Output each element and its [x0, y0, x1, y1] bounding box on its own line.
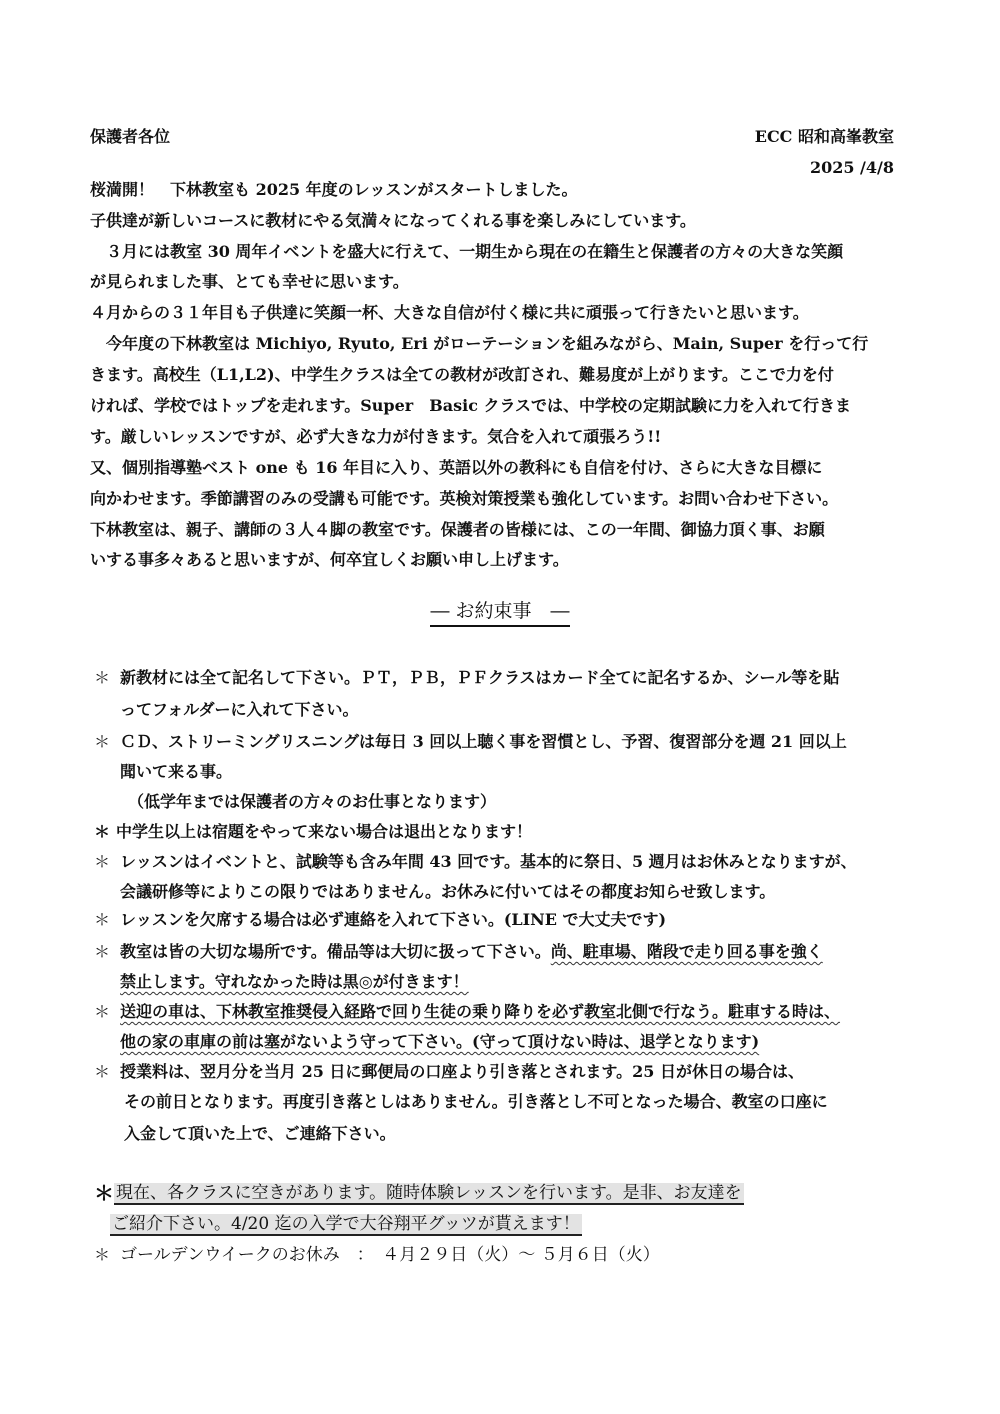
rule-line: 禁止します。守れなかった時は黒◎が付きます！	[120, 972, 469, 991]
bullet-icon: ＊	[94, 910, 111, 929]
bullet-icon: ＊	[94, 1002, 111, 1021]
rule-line: 教室は皆の大切な場所です。備品等は大切に扱って下さい。尚、駐車場、階段で走り回る事を強く	[120, 942, 823, 961]
bullet-icon: ＊	[94, 942, 111, 961]
date: 2025 /4/8	[809, 158, 894, 177]
intro-line: が見られました事、とても幸せに思います。	[90, 272, 409, 291]
notice-line: ゴールデンウイークのお休み ： ４月２９日（火）～ ５月６日（火）	[120, 1245, 660, 1265]
rule-line: 新教材には全て記名して下さい。ＰＴ，ＰＢ，ＰＦクラスはカード全てに記名するか、シール等を貼	[120, 668, 840, 687]
intro-line: 今年度の下林教室は Michiyo, Ryuto, Eri がローテーションを組みながら、Main, Super を行って行	[90, 334, 869, 353]
rule-line: 中学生以上は宿題をやって来ない場合は退出となります！	[116, 822, 533, 841]
rule-line: 会議研修等によりこの限りではありません。お休みに付いてはその都度お知らせ致します。	[120, 882, 776, 901]
intro-line: きます。高校生（L1,L2)、中学生クラスは全ての教材が改訂され、難易度が上がります。ここで力を付	[90, 365, 834, 384]
bullet-icon: ＊	[94, 1062, 111, 1081]
bullet-icon: ＊	[94, 668, 111, 687]
rule-line: 聞いて来る事。	[120, 762, 233, 781]
intro-line: 桜満開！ 下林教室も 2025 年度のレッスンがスタートしました。	[90, 180, 578, 199]
sender: ECC 昭和高峯教室	[754, 127, 894, 146]
bullet-icon: ＊	[94, 1245, 111, 1264]
intro-line: 下林教室は、親子、講師の３人４脚の教室です。保護者の皆様には、この一年間、御協力頂く事、お願	[90, 520, 825, 539]
notice-line: ご紹介下さい。4/20 迄の入学で大谷翔平グッツが貰えます！	[112, 1214, 580, 1234]
bullet-icon: ＊	[94, 852, 111, 871]
rule-line: （低学年までは保護者の方々のお仕事となります）	[128, 792, 497, 811]
notice-line: 現在、各クラスに空きがあります。随時体験レッスンを行います。是非、お友達を	[116, 1183, 742, 1203]
bullet-icon: ＊	[94, 732, 111, 751]
section-title: ― お約束事 ―	[0, 596, 1000, 623]
rule-line: レッスンを欠席する場合は必ず連絡を入れて下さい。(LINE で大丈夫です)	[120, 910, 667, 929]
rule-line: ってフォルダーに入れて下さい。	[120, 700, 359, 719]
rule-line: 入金して頂いた上で、ご連絡下さい。	[124, 1124, 396, 1143]
bullet-icon: ＊	[94, 1181, 114, 1205]
rule-line: その前日となります。再度引き落としはありません。引き落とし不可となった場合、教室の口座に	[124, 1092, 828, 1111]
rule-line: 他の家の車庫の前は塞がないよう守って下さい。(守って頂けない時は、退学となります)	[120, 1032, 760, 1051]
intro-line: す。厳しいレッスンですが、必ず大きな力が付きます。気合を入れて頑張ろう!!	[90, 427, 662, 446]
intro-line: 向かわせます。季節講習のみの受講も可能です。英検対策授業も強化しています。お問い合わせ下さい。	[90, 489, 839, 508]
intro-line: ３月には教室 30 周年イベントを盛大に行えて、一期生から現在の在籍生と保護者の方々の大きな笑顔	[90, 242, 844, 261]
rule-line: 送迎の車は、下林教室推奨侵入経路で回り生徒の乗り降りを必ず教室北側で行なう。駐車する時は、	[120, 1002, 841, 1021]
intro-line: ４月からの３１年目も子供達に笑顔一杯、大きな自信が付く様に共に頑張って行きたいと思います。	[90, 303, 809, 322]
rule-line: 授業料は、翌月分を当月 25 日に郵便局の口座より引き落とされます。25 日が休日の場合は、	[120, 1062, 804, 1081]
bullet-icon: ＊	[94, 822, 111, 841]
recipient: 保護者各位	[90, 127, 171, 146]
intro-line: ければ、学校ではトップを走れます。Super Basic クラスでは、中学校の定期試験に力を入れて行きま	[90, 396, 852, 415]
rule-line: レッスンはイベントと、試験等も含み年間 43 回です。基本的に祭日、5 週月はお休みとなりますが、	[120, 852, 857, 871]
intro-line: いする事多々あると思いますが、何卒宜しくお願い申し上げます。	[90, 550, 569, 569]
intro-line: 子供達が新しいコースに教材にやる気満々になってくれる事を楽しみにしています。	[90, 211, 696, 230]
rule-line: ＣＤ、ストリーミングリスニングは毎日 3 回以上聴く事を習慣とし、予習、復習部分を週 21 回以上	[120, 732, 847, 751]
intro-line: 又、個別指導塾ベスト one も 16 年目に入り、英語以外の教科にも自信を付け、さらに大きな目標に	[90, 458, 823, 477]
